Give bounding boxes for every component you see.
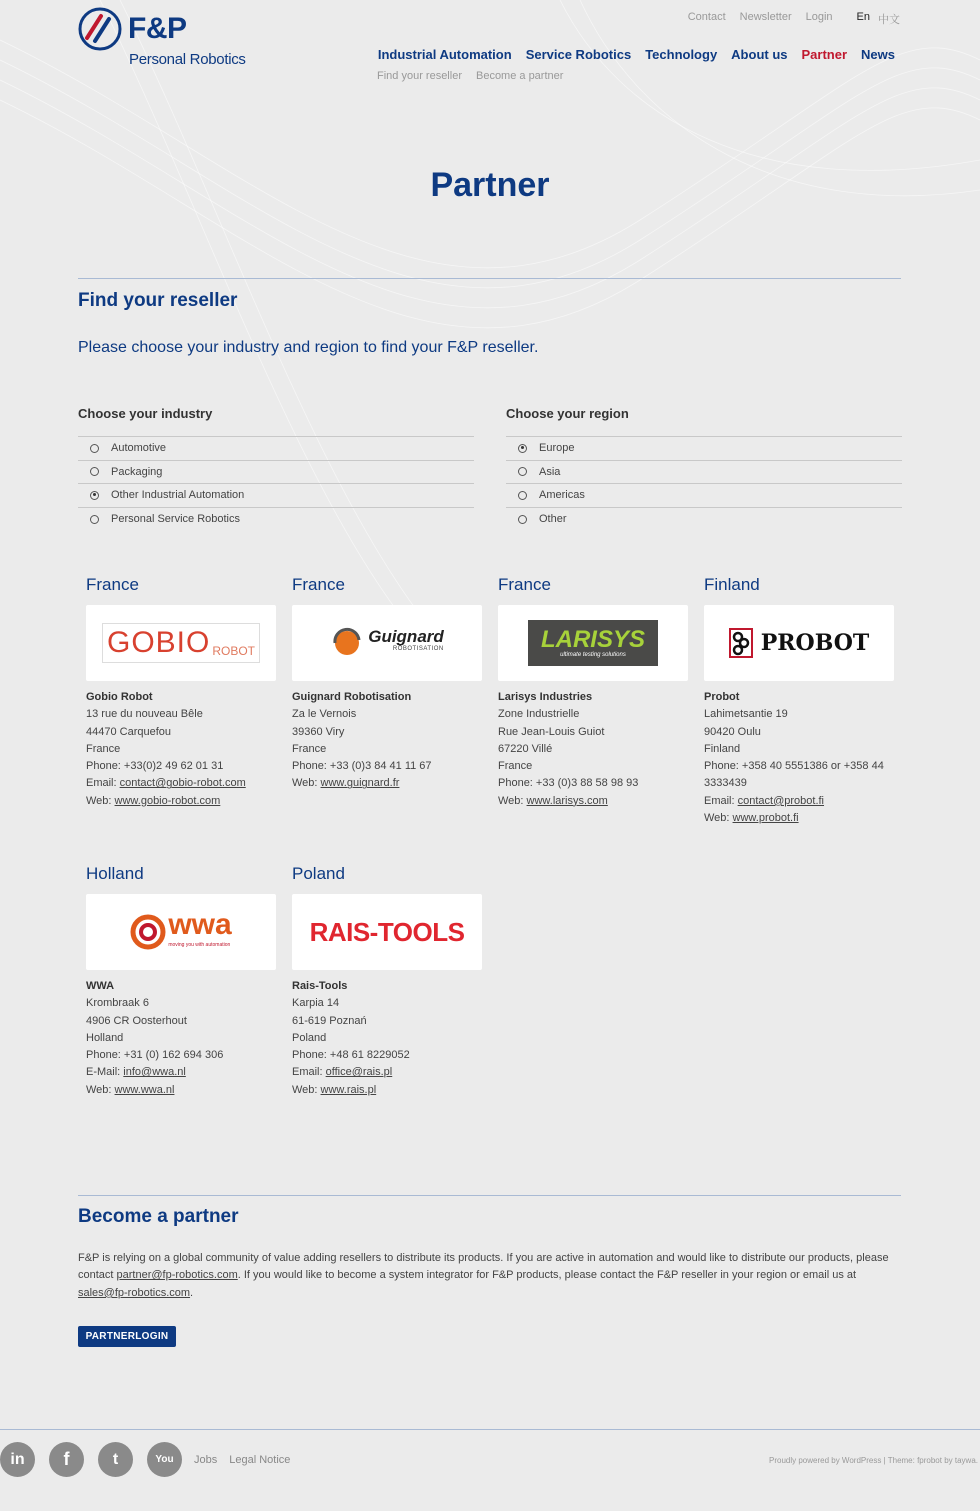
email-link[interactable]: contact@gobio-robot.com bbox=[119, 777, 246, 790]
find-reseller-lead: Please choose your industry and region to find your F&P reseller. bbox=[78, 339, 539, 356]
reseller-country: France bbox=[86, 575, 139, 594]
phone-line: Phone: +358 40 5551386 or +358 44 3333439 bbox=[704, 760, 884, 790]
radio-selected-icon[interactable] bbox=[90, 491, 99, 500]
web-label: Web: bbox=[704, 812, 730, 825]
address-line: Krombraak 6 bbox=[86, 997, 149, 1010]
section-divider bbox=[78, 278, 901, 279]
address-line: France bbox=[86, 742, 121, 755]
linkedin-glyph: in bbox=[10, 1450, 25, 1468]
email-link[interactable]: contact@probot.fi bbox=[737, 794, 825, 807]
partnerlogin-button[interactable]: PARTNERLOGIN bbox=[78, 1326, 176, 1347]
reseller-country: Holland bbox=[86, 864, 144, 883]
reseller-logo[interactable] bbox=[86, 894, 276, 970]
wwa-logo-icon bbox=[130, 914, 166, 950]
address-line: 44470 Carquefou bbox=[86, 725, 172, 738]
subnav-find-reseller[interactable]: Find your reseller bbox=[377, 70, 462, 82]
region-option[interactable] bbox=[506, 461, 902, 485]
address-line: Zone Industrielle bbox=[498, 708, 580, 721]
footer-links bbox=[194, 1454, 290, 1466]
address-line: France bbox=[498, 760, 533, 773]
language-en[interactable]: En bbox=[856, 11, 870, 23]
web-link[interactable]: www.guignard.fr bbox=[320, 777, 400, 790]
region-option-label: Other bbox=[539, 513, 567, 526]
radio-icon[interactable] bbox=[518, 491, 527, 500]
region-filter bbox=[506, 406, 902, 531]
guignard-logo-text: Guignard bbox=[368, 627, 444, 646]
reseller-card bbox=[292, 575, 482, 793]
industry-option[interactable] bbox=[78, 508, 474, 532]
gobio-logo-sub: ROBOT bbox=[212, 644, 256, 658]
become-partner-text bbox=[78, 1250, 908, 1302]
partner-text-part: . If you would like to become a system integrator for F&P products, please contact the F&P reseller in your region or email us at bbox=[237, 1269, 857, 1282]
web-label: Web: bbox=[292, 777, 318, 790]
web-link[interactable]: www.probot.fi bbox=[732, 812, 799, 825]
larisys-logo-text: LARISYS bbox=[540, 626, 645, 653]
brand-logo[interactable] bbox=[78, 7, 258, 68]
industry-filter-title: Choose your industry bbox=[78, 406, 213, 421]
web-link[interactable]: www.rais.pl bbox=[320, 1083, 377, 1096]
radio-icon[interactable] bbox=[90, 515, 99, 524]
address-line: Za le Vernois bbox=[292, 708, 357, 721]
address-line: 13 rue du nouveau Bêle bbox=[86, 708, 203, 721]
nav-news[interactable]: News bbox=[861, 47, 895, 62]
address-line: 39360 Viry bbox=[292, 725, 345, 738]
reseller-logo[interactable] bbox=[86, 605, 276, 681]
phone-line: Phone: +33 (0)3 88 58 98 93 bbox=[498, 777, 639, 790]
reseller-logo[interactable] bbox=[498, 605, 688, 681]
partner-text-part: F&P is relying on a global community of value adding resellers to distribute its products. If you are active in automation and would like to distribute our products, please contact bbox=[78, 1252, 889, 1282]
web-link[interactable]: www.wwa.nl bbox=[114, 1083, 175, 1096]
main-navigation bbox=[378, 47, 895, 62]
reseller-country: Finland bbox=[704, 575, 760, 594]
top-navigation bbox=[688, 11, 900, 27]
radio-selected-icon[interactable] bbox=[518, 444, 527, 453]
reseller-logo[interactable] bbox=[704, 605, 894, 681]
brand-subtitle: Personal Robotics bbox=[129, 51, 246, 68]
rais-logo-text: RAIS-TOOLS bbox=[309, 916, 465, 947]
brand-name: F&P bbox=[128, 12, 187, 45]
web-link[interactable]: www.larisys.com bbox=[526, 794, 608, 807]
reseller-country: France bbox=[292, 575, 345, 594]
sales-email-link[interactable]: sales@fp-robotics.com bbox=[78, 1286, 191, 1299]
industry-option[interactable] bbox=[78, 484, 474, 508]
youtube-glyph: You bbox=[155, 1454, 174, 1465]
region-filter-title: Choose your region bbox=[506, 406, 629, 421]
email-label: E-Mail: bbox=[86, 1066, 121, 1079]
industry-filter bbox=[78, 406, 474, 531]
address-line: 4906 CR Oosterhout bbox=[86, 1014, 187, 1027]
reseller-card bbox=[86, 864, 276, 1099]
facebook-icon[interactable] bbox=[49, 1442, 84, 1477]
reseller-name: Guignard Robotisation bbox=[292, 691, 412, 703]
gobio-logo-text: GOBIO bbox=[106, 626, 211, 659]
address-line: Lahimetsantie 19 bbox=[704, 708, 788, 721]
address-line: Poland bbox=[292, 1031, 327, 1044]
guignard-logo-icon bbox=[330, 626, 364, 660]
footer-link-jobs[interactable]: Jobs bbox=[194, 1454, 218, 1466]
address-line: Rue Jean-Louis Guiot bbox=[498, 725, 605, 738]
web-label: Web: bbox=[292, 1083, 318, 1096]
address-line: 67220 Villé bbox=[498, 742, 553, 755]
region-option-label: Asia bbox=[539, 465, 561, 478]
radio-icon[interactable] bbox=[90, 444, 99, 453]
subnav-become-partner[interactable]: Become a partner bbox=[475, 70, 564, 82]
web-label: Web: bbox=[86, 794, 112, 807]
fp-logo-icon bbox=[78, 7, 122, 51]
phone-line: Phone: +31 (0) 162 694 306 bbox=[86, 1049, 224, 1062]
region-option[interactable] bbox=[506, 484, 902, 508]
industry-option-label: Packaging bbox=[111, 465, 163, 478]
nav-about-us[interactable]: About us bbox=[731, 47, 788, 62]
larisys-logo-sub: ultimate testing solutions bbox=[560, 652, 626, 658]
topnav-login[interactable]: Login bbox=[805, 11, 833, 23]
address-line: 90420 Oulu bbox=[704, 725, 761, 738]
region-option[interactable] bbox=[506, 437, 902, 461]
twitter-glyph: t bbox=[112, 1450, 119, 1468]
nav-industrial-automation[interactable]: Industrial Automation bbox=[377, 47, 512, 62]
footer-link-legal[interactable]: Legal Notice bbox=[229, 1454, 291, 1466]
guignard-logo-sub: ROBOTISATION bbox=[392, 646, 444, 652]
web-label: Web: bbox=[86, 1083, 112, 1096]
youtube-icon[interactable] bbox=[147, 1442, 182, 1477]
reseller-card bbox=[292, 864, 482, 1099]
twitter-icon[interactable] bbox=[98, 1442, 133, 1477]
footer-credit: Proudly powered by WordPress | Theme: fprobot by taywa. bbox=[769, 1456, 978, 1465]
wwa-logo-sub: moving you with automation bbox=[168, 942, 231, 948]
topnav-newsletter[interactable]: Newsletter bbox=[739, 11, 792, 23]
linkedin-icon[interactable] bbox=[0, 1442, 35, 1477]
reseller-name: Rais-Tools bbox=[292, 980, 348, 992]
address-line: Holland bbox=[86, 1031, 124, 1044]
address-line: Karpia 14 bbox=[292, 997, 340, 1010]
partner-text-part: . bbox=[190, 1286, 194, 1299]
reseller-card bbox=[498, 575, 688, 810]
reseller-name: Gobio Robot bbox=[86, 691, 153, 703]
footer-divider bbox=[0, 1429, 980, 1430]
industry-option[interactable] bbox=[78, 437, 474, 461]
email-link[interactable]: info@wwa.nl bbox=[123, 1066, 186, 1079]
reseller-country: Poland bbox=[292, 864, 345, 883]
email-label: Email: bbox=[292, 1066, 323, 1079]
region-option-label: Europe bbox=[539, 442, 575, 455]
nav-service-robotics[interactable]: Service Robotics bbox=[525, 47, 632, 62]
address-line: 61-619 Poznań bbox=[292, 1014, 367, 1027]
phone-line: Phone: +33 (0)3 84 41 11 67 bbox=[292, 760, 432, 773]
reseller-name: Probot bbox=[704, 691, 740, 703]
reseller-card bbox=[86, 575, 276, 810]
become-partner-heading: Become a partner bbox=[78, 1206, 239, 1227]
region-option[interactable] bbox=[506, 508, 902, 532]
radio-icon[interactable] bbox=[518, 515, 527, 524]
section-divider bbox=[78, 1195, 901, 1196]
radio-icon[interactable] bbox=[90, 467, 99, 476]
page-title: Partner bbox=[430, 166, 550, 204]
nav-technology[interactable]: Technology bbox=[645, 47, 718, 62]
reseller-card bbox=[704, 575, 894, 827]
reseller-logo[interactable] bbox=[292, 605, 482, 681]
reseller-logo[interactable] bbox=[292, 894, 482, 970]
reseller-name: WWA bbox=[86, 980, 115, 992]
industry-option[interactable] bbox=[78, 461, 474, 485]
sub-navigation bbox=[377, 70, 563, 82]
industry-option-label: Other Industrial Automation bbox=[111, 489, 245, 502]
email-label: Email: bbox=[704, 794, 735, 807]
industry-option-label: Automotive bbox=[111, 442, 167, 455]
phone-line: Phone: +48 61 8229052 bbox=[292, 1049, 410, 1062]
reseller-country: France bbox=[498, 575, 551, 594]
partner-email-link[interactable]: partner@fp-robotics.com bbox=[116, 1269, 238, 1282]
reseller-name: Larisys Industries bbox=[498, 691, 593, 703]
probot-logo-text: PROBOT bbox=[760, 630, 870, 656]
find-reseller-heading: Find your reseller bbox=[78, 290, 238, 311]
language-zh[interactable]: 中文 bbox=[878, 14, 900, 26]
phone-line: Phone: +33(0)2 49 62 01 31 bbox=[86, 760, 224, 773]
address-line: France bbox=[292, 742, 327, 755]
web-label: Web: bbox=[498, 794, 524, 807]
radio-icon[interactable] bbox=[518, 467, 527, 476]
region-option-label: Americas bbox=[539, 489, 585, 502]
wwa-logo-text: wwa bbox=[168, 908, 232, 941]
address-line: Finland bbox=[704, 742, 741, 755]
nav-partner[interactable]: Partner bbox=[801, 47, 848, 62]
email-label: Email: bbox=[86, 777, 117, 790]
topnav-contact[interactable]: Contact bbox=[687, 11, 726, 23]
web-link[interactable]: www.gobio-robot.com bbox=[114, 794, 221, 807]
probot-logo-icon bbox=[729, 628, 753, 658]
industry-option-label: Personal Service Robotics bbox=[111, 513, 241, 526]
facebook-glyph: f bbox=[63, 1449, 70, 1469]
email-link[interactable]: office@rais.pl bbox=[325, 1066, 393, 1079]
